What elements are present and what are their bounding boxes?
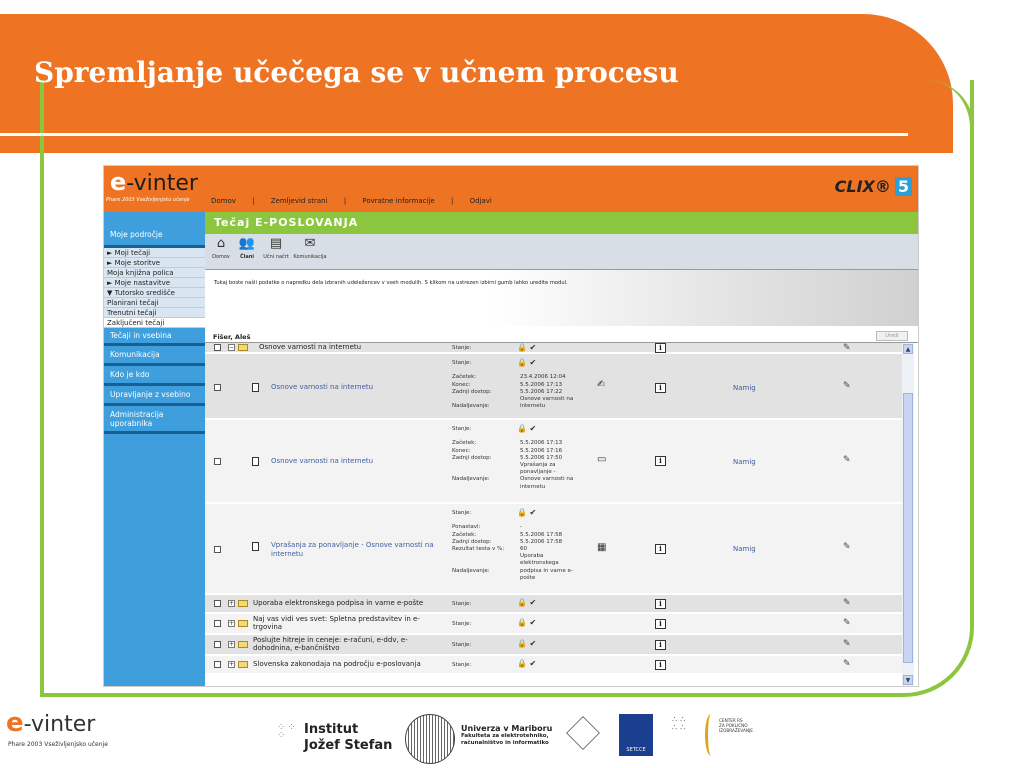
- app-window: [103, 165, 919, 687]
- info-icon[interactable]: i: [655, 456, 666, 466]
- scrollbar[interactable]: [902, 343, 914, 687]
- status-icons: 🔒 ✔: [517, 598, 537, 607]
- sidebar-item-my-courses[interactable]: ► Moji tečaji: [104, 248, 205, 258]
- sidebar-item-planned-courses[interactable]: Planirani tečaji: [104, 298, 205, 308]
- module-title[interactable]: Slovenska zakonodaja na področju e-poslovanja: [253, 660, 421, 668]
- row-values: 5.5.2006 17:13 5.5.2006 17:16 5.5.2006 17:50 Vprašanja za ponavljanje - Osnove varnosti na internetu: [520, 440, 574, 490]
- module-title[interactable]: Uporaba elektronskega podpisa in varne e-pošte: [253, 599, 424, 607]
- book-icon: ✍: [597, 379, 606, 390]
- row-checkbox[interactable]: [214, 384, 221, 391]
- sidebar-communication[interactable]: Komunikacija: [104, 346, 205, 366]
- info-text: Tukaj boste našli podatke o napredku dela izbranih udeležencev v vseh modulih. S klikom na ustrezen izbirni gumb lahko uredite modul.: [214, 280, 568, 286]
- module-title[interactable]: Vprašanja za ponavljanje - Osnove varnosti na internetu: [271, 541, 434, 558]
- row-checkbox[interactable]: [214, 661, 221, 668]
- app-header: [104, 166, 919, 212]
- module-title[interactable]: Osnove varnosti na internetu: [259, 343, 362, 351]
- student-bar: [205, 329, 919, 343]
- folder-icon: [238, 600, 248, 607]
- edit-action-icon[interactable]: ✎: [843, 381, 851, 391]
- folder-icon: [238, 641, 248, 648]
- nav-separator: |: [252, 197, 255, 205]
- toolbar-members[interactable]: 👥 Člani: [236, 234, 258, 260]
- nav-sitemap-link[interactable]: Zemljevid strani: [270, 197, 328, 205]
- setcce-logo: SETCCE: [619, 714, 653, 756]
- table-row: [205, 614, 902, 634]
- info-icon[interactable]: i: [655, 660, 666, 670]
- info-icon[interactable]: i: [655, 640, 666, 650]
- cps-logo-mark: ∴∴ ∴∴: [672, 715, 689, 732]
- module-title[interactable]: Osnove varnosti na internetu: [271, 383, 374, 391]
- module-title[interactable]: Naj vas vidi ves svet: Spletna predstavitev in e- trgovina: [253, 615, 420, 631]
- toolbar-curriculum[interactable]: ▤ Učni načrt: [263, 236, 289, 260]
- course-title: Tečaj E-POSLOVANJA: [205, 212, 919, 234]
- clix-logo: CLIX® 5: [835, 177, 912, 196]
- info-icon[interactable]: i: [655, 619, 666, 629]
- sidebar-item-current-courses[interactable]: Trenutni tečaji: [104, 308, 205, 318]
- toolbar-home[interactable]: ⌂ Domov: [210, 234, 232, 260]
- nav-separator: |: [343, 197, 347, 205]
- row-checkbox[interactable]: [214, 600, 221, 607]
- row-labels: Stanje: Ponastavi: Začetek: Zadnji dostop: Rezultat testa v %: Nadaljevanje:: [452, 510, 505, 574]
- edit-action-icon[interactable]: ✎: [843, 343, 851, 353]
- scroll-down-arrow[interactable]: ▼: [903, 675, 913, 685]
- page-icon: [252, 542, 259, 551]
- scroll-up-arrow[interactable]: ▲: [903, 344, 913, 354]
- toolbar: [205, 234, 919, 269]
- slide-title: Spremljanje učečega se v učnem procesu: [34, 56, 679, 89]
- sidebar-content-management[interactable]: Upravljanje z vsebino: [104, 386, 205, 406]
- row-labels: Stanje:: [452, 601, 472, 607]
- table-row: [205, 595, 902, 613]
- table-row: [205, 635, 902, 655]
- test-icon: ▦: [597, 542, 607, 553]
- communication-icon: ✉: [304, 236, 316, 251]
- table-row: [205, 504, 902, 594]
- module-title[interactable]: Poslujte hitreje in ceneje: e-računi, e-ddv, e- dohodnina, e-bančništvo: [253, 636, 408, 652]
- edit-action-icon[interactable]: ✎: [843, 639, 851, 649]
- folder-icon: [238, 620, 248, 627]
- row-labels: Stanje:: [452, 642, 472, 648]
- row-checkbox[interactable]: [214, 546, 221, 553]
- cps-logo: CENTER RS ZA POKLICNO IZOBRAŽEVANJE: [719, 718, 753, 733]
- status-icons: 🔒 ✔: [517, 659, 537, 668]
- row-values: 23.4.2006 12:04 5.5.2006 17:13 5.5.2006 17:22 Osnove varnosti na internetu: [520, 374, 574, 410]
- university-name: Univerza v Mariboru: [461, 724, 553, 733]
- cps-logo-arc: [705, 714, 717, 756]
- nav-home-link[interactable]: Domov: [211, 197, 236, 205]
- sidebar-user-admin[interactable]: Administracija uporabnika: [104, 406, 205, 434]
- info-icon[interactable]: i: [655, 383, 666, 393]
- edit-action-icon[interactable]: ✎: [843, 618, 851, 628]
- status-icons: 🔒 ✔: [517, 343, 537, 352]
- sidebar-item-my-services[interactable]: ► Moje storitve: [104, 258, 205, 268]
- hint-link[interactable]: Namig: [733, 458, 756, 466]
- top-navigation: [211, 197, 506, 205]
- row-checkbox[interactable]: [214, 620, 221, 627]
- row-checkbox[interactable]: [214, 458, 221, 465]
- ijs-logo: Institut Jožef Stefan: [304, 722, 393, 753]
- hint-link[interactable]: Namig: [733, 545, 756, 553]
- page-icon: [252, 457, 259, 466]
- status-icons: 🔒 ✔: [517, 639, 537, 648]
- module-title[interactable]: Osnove varnosti na internetu: [271, 457, 374, 465]
- row-labels: Stanje:: [452, 345, 472, 351]
- folder-icon: [238, 661, 248, 668]
- sidebar-item-my-settings[interactable]: ► Moje nastavitve: [104, 278, 205, 288]
- status-icons: 🔒 ✔: [517, 508, 537, 517]
- footer-logo-subtitle: Phare 2003 Vseživljenjsko učenje: [8, 741, 108, 748]
- sidebar-item-bookshelf[interactable]: Moja knjižna polica: [104, 268, 205, 278]
- row-labels: Stanje:: [452, 662, 472, 668]
- nav-feedback-link[interactable]: Povratne informacije: [362, 197, 435, 205]
- feri-logo: [566, 716, 600, 750]
- footer-evinter-logo: e-vinter: [6, 708, 96, 738]
- expand-toggle[interactable]: +: [229, 620, 235, 627]
- home-icon: ⌂: [216, 236, 226, 251]
- toolbar-communication[interactable]: ✉ Komunikacija: [293, 236, 327, 260]
- edit-action-icon[interactable]: ✎: [843, 542, 851, 552]
- table-row: [205, 343, 902, 353]
- title-divider: [0, 133, 908, 136]
- logo-subtitle: Phare 2003 Vseživljenjsko učenje: [106, 197, 190, 203]
- edit-action-icon[interactable]: ✎: [843, 598, 851, 608]
- expand-toggle[interactable]: +: [229, 600, 235, 607]
- table-row: [205, 656, 902, 674]
- sidebar-courses-content[interactable]: Tečaji in vsebina: [104, 328, 205, 346]
- sidebar-item-tutor-center[interactable]: ▼ Tutorsko središče: [104, 288, 205, 298]
- sidebar-my-area[interactable]: Moje področje: [104, 224, 205, 248]
- edit-action-icon[interactable]: ✎: [843, 659, 851, 669]
- student-name: Fišer, Aleš: [213, 333, 251, 341]
- evinter-logo[interactable]: e-vinter: [110, 168, 198, 196]
- status-icons: 🔒 ✔: [517, 618, 537, 627]
- nav-logout-link[interactable]: Odjavi: [469, 197, 492, 205]
- info-panel: [205, 270, 919, 326]
- status-icons: 🔒 ✔: [517, 358, 537, 367]
- table-row: [205, 354, 902, 419]
- hint-link[interactable]: Namig: [733, 384, 756, 392]
- collapse-toggle[interactable]: −: [229, 344, 235, 351]
- nav-separator: |: [450, 197, 454, 205]
- ijs-logo-mark: ⁘⁘ ⁘: [277, 722, 298, 741]
- expand-toggle[interactable]: +: [229, 661, 235, 668]
- expand-toggle[interactable]: +: [229, 641, 235, 648]
- info-icon[interactable]: i: [655, 544, 666, 554]
- folder-icon: [238, 344, 248, 351]
- row-checkbox[interactable]: [214, 641, 221, 648]
- sidebar-item-completed-courses[interactable]: Zaključeni tečaji: [104, 318, 205, 328]
- progress-table: [205, 343, 902, 687]
- table-row: [205, 420, 902, 503]
- row-labels: Stanje: Začetek: Konec: Zadnji dostop: Nadaljevanje:: [452, 360, 492, 410]
- members-icon: 👥: [238, 236, 256, 251]
- edit-button[interactable]: Uredi: [876, 331, 908, 341]
- row-checkbox[interactable]: [214, 344, 221, 351]
- row-labels: Stanje: Začetek: Konec: Zadnji dostop: Nadaljevanje:: [452, 426, 492, 483]
- sidebar-who-is-who[interactable]: Kdo je kdo: [104, 366, 205, 386]
- monitor-icon: ▭: [597, 454, 607, 465]
- university-seal: [405, 714, 455, 764]
- page-icon: [252, 383, 259, 392]
- row-labels: Stanje:: [452, 621, 472, 627]
- status-icons: 🔒 ✔: [517, 424, 537, 433]
- edit-action-icon[interactable]: ✎: [843, 455, 851, 465]
- curriculum-icon: ▤: [269, 236, 283, 251]
- scroll-thumb[interactable]: [903, 393, 913, 663]
- info-icon[interactable]: i: [655, 599, 666, 609]
- info-icon[interactable]: i: [655, 343, 666, 353]
- faculty-name: Fakulteta za elektrotehniko, računalništvo in informatiko: [461, 733, 549, 746]
- sidebar: [104, 212, 205, 687]
- row-values: - 5.5.2006 17:58 5.5.2006 17:58 60 Uporaba elektronskega podpisa in varne e- pošte: [520, 524, 573, 581]
